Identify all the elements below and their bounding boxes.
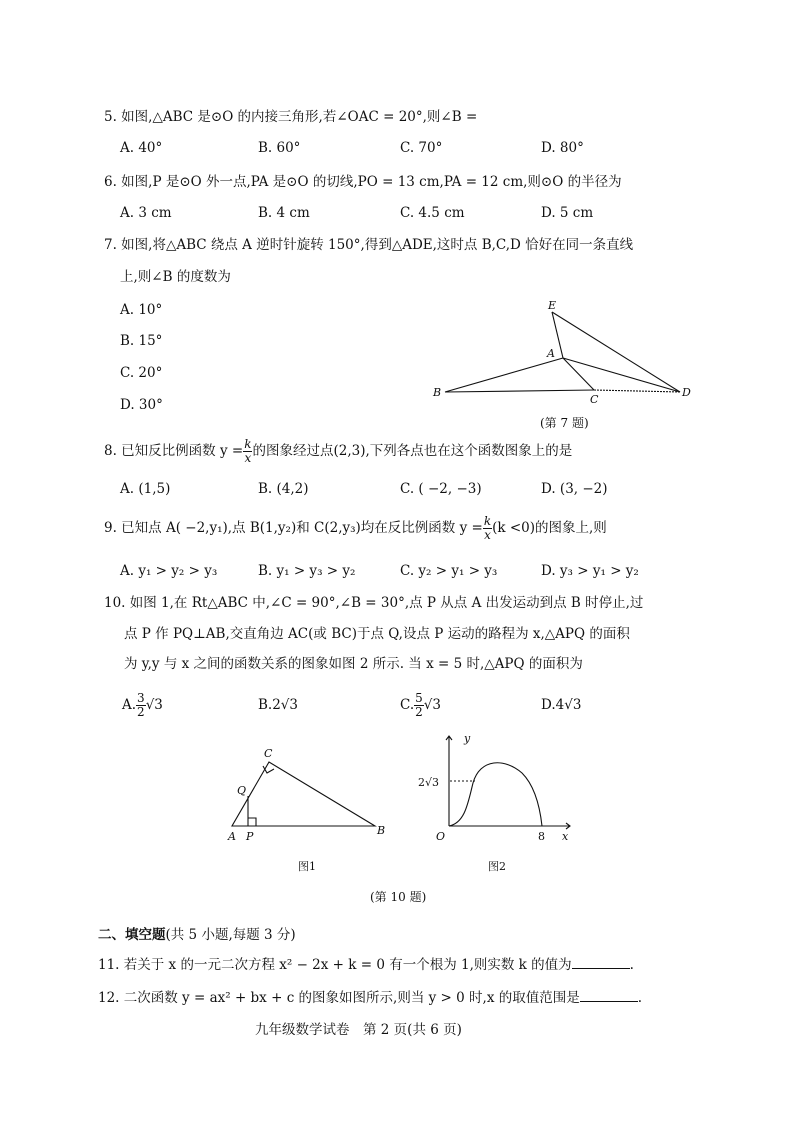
q6-stem: 6. 如图,P 是⊙O 外一点,PA 是⊙O 的切线,PO = 13 cm,PA = 12 cm,则⊙O 的半径为 [104, 174, 622, 190]
q7-figure [420, 295, 710, 410]
q10-option-d: D.4√3 [541, 697, 582, 713]
q6-option-d: D. 5 cm [541, 205, 594, 221]
fig2-caption: 图2 [488, 860, 506, 873]
q9-stem [104, 513, 607, 543]
fig1-label-b: B [377, 824, 386, 837]
q7-label-b: B [433, 386, 442, 399]
q7-label-d: D [682, 386, 691, 399]
fig2-label-x: x [562, 830, 569, 843]
section-2-heading: 二、填空题(共 5 小题,每题 3 分) [98, 927, 296, 943]
fig1-label-p: P [246, 830, 254, 843]
q8-option-b: B. (4,2) [258, 481, 309, 497]
q9-stem-post: (k <0)的图象上,则 [492, 520, 607, 536]
fig1-caption: 图1 [298, 860, 316, 873]
q7-label-c: C [590, 393, 599, 406]
q7-stem-line1: 7. 如图,将△ABC 绕点 A 逆时针旋转 150°,得到△ADE,这时点 B,C,D 恰好在同一条直线 [104, 237, 634, 253]
q8-stem [104, 436, 572, 466]
q10-stem-line3: 为 y,y 与 x 之间的函数关系的图象如图 2 所示. 当 x = 5 时,△APQ 的面积为 [124, 656, 583, 672]
q6-option-b: B. 4 cm [258, 205, 310, 221]
fig1-label-q: Q [237, 784, 247, 797]
q8-option-c: C. ( −2, −3) [400, 481, 482, 497]
fraction-k-over-x: $\frac{k}{x}$ [483, 514, 492, 542]
fig1-label-c: C [264, 747, 273, 760]
q8-option-d: D. (3, −2) [541, 481, 608, 497]
fig2-label-8: 8 [538, 830, 545, 843]
q7-option-b: B. 15° [120, 333, 163, 349]
page-footer: 九年级数学试卷 第 2 页(共 6 页) [255, 1022, 462, 1038]
q7-label-a: A [547, 347, 555, 360]
q7-stem-line2: 上,则∠B 的度数为 [120, 269, 231, 285]
q5-option-a: A. 40° [120, 140, 163, 156]
q7-option-a: A. 10° [120, 302, 163, 318]
q6-option-a: A. 3 cm [120, 205, 172, 221]
q9-stem-pre: 9. 已知点 A( −2,y₁),点 B(1,y₂)和 C(2,y₃)均在反比例函数 y = [104, 520, 483, 536]
q10-figure-1 [220, 740, 390, 875]
q10-figure-2 [380, 728, 580, 875]
fig2-label-2root3: 2√3 [418, 776, 440, 789]
q8-stem-pre: 8. 已知反比例函数 y = [104, 443, 244, 459]
q9-option-c: C. y₂ > y₁ > y₃ [400, 563, 498, 579]
q10-caption: (第 10 题) [370, 890, 427, 904]
q6-option-c: C. 4.5 cm [400, 205, 465, 221]
fig2-label-o: O [436, 830, 446, 843]
q9-option-b: B. y₁ > y₃ > y₂ [258, 563, 356, 579]
fig2-label-y: y [464, 732, 471, 745]
q9-option-d: D. y₃ > y₁ > y₂ [541, 563, 639, 579]
q10-stem-line1: 10. 如图 1,在 Rt△ABC 中,∠C = 90°,∠B = 30°,点 P 从点 A 出发运动到点 B 时停止,过 [104, 595, 644, 611]
q5-option-b: B. 60° [258, 140, 301, 156]
q10-option-c: C. $\frac{5}{2}$ √3 [400, 691, 441, 719]
q7-option-d: D. 30° [120, 397, 163, 413]
q5-stem: 5. 如图,△ABC 是⊙O 的内接三角形,若∠OAC = 20°,则∠B = [104, 109, 478, 125]
q9-option-a: A. y₁ > y₂ > y₃ [120, 563, 218, 579]
q7-caption: (第 7 题) [540, 416, 589, 430]
q5-option-d: D. 80° [541, 140, 584, 156]
q7-label-e: E [548, 299, 557, 312]
q10-option-a: A. $\frac{3}{2}$ √3 [122, 691, 163, 719]
q10-option-b: B.2√3 [258, 697, 298, 713]
q8-stem-post: 的图象经过点(2,3),下列各点也在这个函数图象上的是 [252, 443, 573, 459]
q12-answer-blank[interactable] [580, 989, 638, 1002]
q11-answer-blank[interactable] [572, 956, 630, 969]
q8-option-a: A. (1,5) [120, 481, 171, 497]
fig1-label-a: A [228, 830, 236, 843]
q11-stem: 11. 若关于 x 的一元二次方程 x² − 2x + k = 0 有一个根为 1,则实数 k 的值为 . [98, 957, 634, 973]
q5-option-c: C. 70° [400, 140, 443, 156]
fraction-k-over-x: $\frac{k}{x}$ [244, 437, 252, 465]
q10-stem-line2: 点 P 作 PQ⊥AB,交直角边 AC(或 BC)于点 Q,设点 P 运动的路程为 x,△APQ 的面积 [124, 626, 630, 642]
q12-stem: 12. 二次函数 y = ax² + bx + c 的图象如图所示,则当 y > 0 时,x 的取值范围是 . [98, 990, 643, 1006]
q7-option-c: C. 20° [120, 365, 163, 381]
